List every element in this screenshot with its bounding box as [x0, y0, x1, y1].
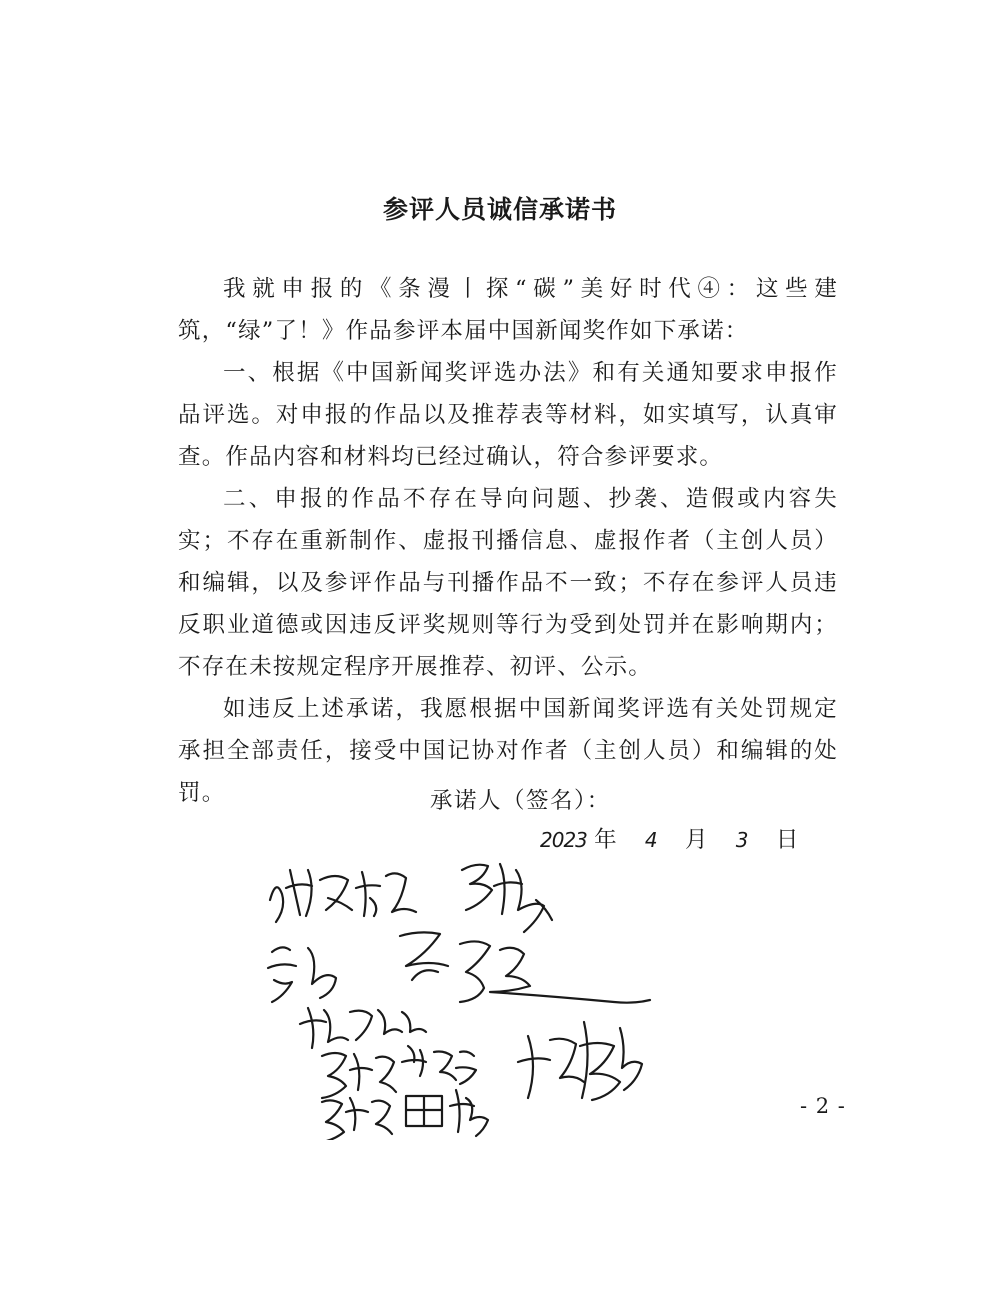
date-day: 3 — [735, 828, 748, 852]
date-month-unit: 月 — [684, 827, 708, 853]
document-body — [178, 268, 838, 814]
date-year-unit: 年 — [594, 827, 617, 853]
page-number: - 2 - — [800, 1094, 846, 1118]
liability-paragraph: 如违反上述承诺，我愿根据中国新闻奖评选有关处罚规定承担全部责任，接受中国记协对作者（主创人员）和编辑的处罚。 — [178, 696, 838, 806]
date-month: 4 — [644, 828, 657, 852]
pledge-paragraph-2: 二、申报的作品不存在导向问题、抄袭、造假或内容失实；不存在重新制作、虚报刊播信息、虚报作者（主创人员）和编辑，以及参评作品与刊播作品不一致；不存在参评人员违反职业道德或因违反评奖规则等行为受到处罚并在影响期内；不存在未按规定程序开展推荐、初评、公示。 — [178, 486, 838, 680]
pledge-paragraph-1: 一、根据《中国新闻奖评选办法》和有关通知要求申报作品评选。对申报的作品以及推荐表等材料，如实填写，认真审查。作品内容和材料均已经过确认，符合参评要求。 — [178, 360, 838, 470]
date-year: 2023 — [540, 828, 587, 852]
intro-paragraph: 我就申报的《条漫丨探“碳”美好时代④：这些建筑，“绿”了！》作品参评本届中国新闻奖作如下承诺： — [178, 276, 838, 344]
signature-label: 承诺人（签名）： — [430, 788, 611, 814]
document-title: 参评人员诚信承诺书 — [382, 195, 617, 224]
date-day-unit: 日 — [775, 827, 799, 853]
handwritten-signatures — [250, 840, 690, 1140]
